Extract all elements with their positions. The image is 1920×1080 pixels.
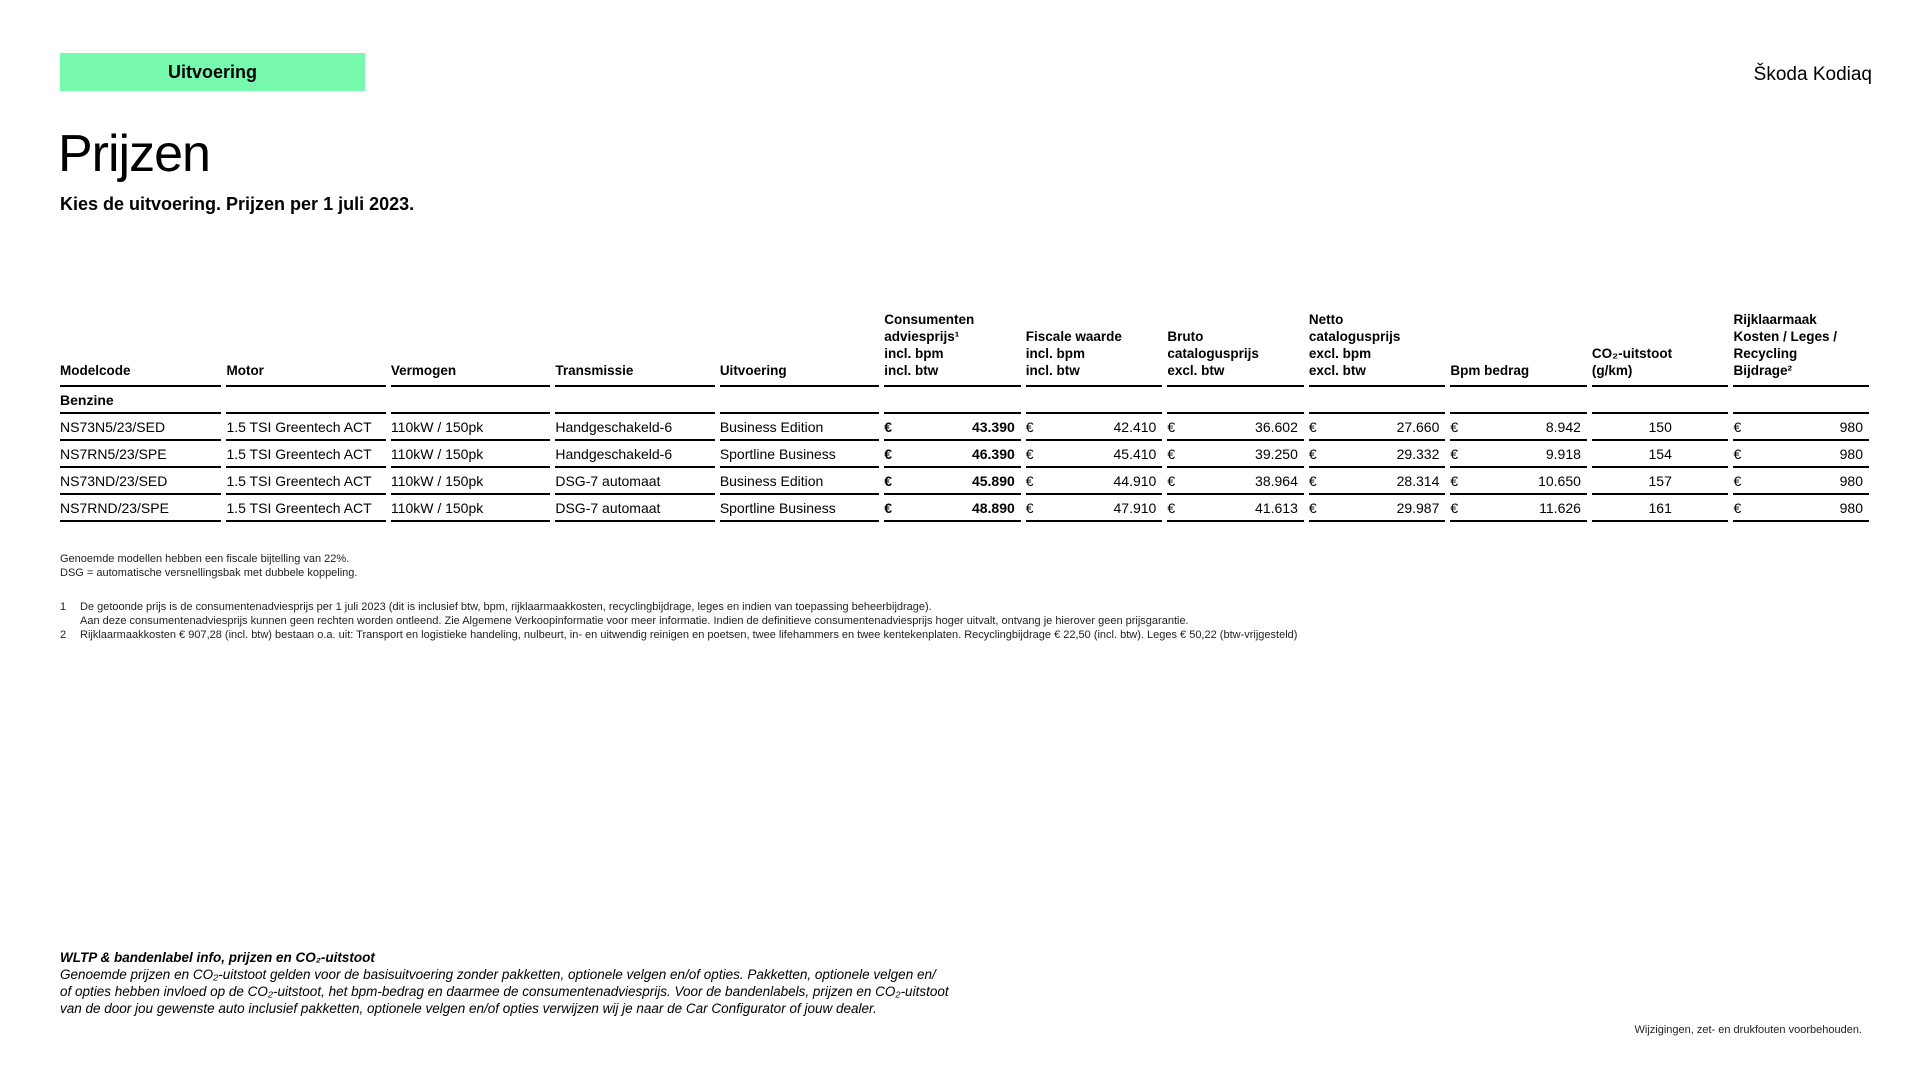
footnote: 2 Rijklaarmaakkosten € 907,28 (incl. btw) bestaan o.a. uit: Transport en logistieke handeling, nulbeurt, in- en uitwendig reinigen en poetsen, twee lifehammers en twee kentekenplaten. Recyclingbijdrage € 22,50 (incl. btw). Leges € 50,22 (btw-vrijgesteld) (60, 629, 1298, 641)
table-cell: 1.5 TSI Greentech ACT (226, 495, 385, 522)
table-cell: 157 (1592, 468, 1729, 495)
table-cell: NS7RN5/23/SPE (60, 441, 221, 468)
price-cell: € 10.650 (1450, 468, 1587, 495)
table-row (60, 441, 1869, 468)
column-header: Bruto cataloguspriјs excl. btw (1167, 312, 1304, 387)
wltp-line: of opties hebben invloed op de CO₂-uitstoot, het bpm-bedrag en daarmee de consumentenadviesprijs. Voor de bandenlabels, prijzen en CO₂-uitstoot (60, 984, 949, 999)
price-cell: € 39.250 (1167, 441, 1304, 468)
column-header: Uitvoering (720, 312, 879, 387)
column-header: Transmissie (555, 312, 714, 387)
table-cell: NS73ND/23/SED (60, 468, 221, 495)
table-cell: Handgeschakeld-6 (555, 441, 714, 468)
table-cell: 154 (1592, 441, 1729, 468)
table-cell: Handgeschakeld-6 (555, 414, 714, 441)
table-cell: Sportline Business (720, 441, 879, 468)
price-table (60, 312, 1869, 522)
page-title: Prijzen (58, 125, 210, 183)
table-cell: Business Edition (720, 468, 879, 495)
price-cell: € 980 (1733, 441, 1869, 468)
column-header: Modelcode (60, 312, 221, 387)
column-header: Vermogen (391, 312, 550, 387)
price-cell: € 45.890 (884, 468, 1021, 495)
column-header: Consumenten adviesprijs¹ incl. bpm incl. btw (884, 312, 1021, 387)
price-cell: € 8.942 (1450, 414, 1587, 441)
note: Genoemde modellen hebben een fiscale bijtelling van 22%. (60, 553, 350, 565)
table-cell: 110kW / 150pk (391, 441, 550, 468)
wltp-line: van de door jou gewenste auto inclusief pakketten, optionele velgen en/of opties verwijzen wij je naar de Car Configurator of jouw dealer. (60, 1001, 877, 1016)
brand-name: Škoda Kodiaq (1753, 64, 1872, 85)
price-cell: € 27.660 (1309, 414, 1446, 441)
price-cell: € 42.410 (1026, 414, 1163, 441)
table-cell: 110kW / 150pk (391, 468, 550, 495)
table-row (60, 468, 1869, 495)
table-cell: Sportline Business (720, 495, 879, 522)
table-header (60, 312, 1869, 387)
price-cell: € 980 (1733, 495, 1869, 522)
price-cell: € 980 (1733, 414, 1869, 441)
column-header: CO₂-uitstoot (g/km) (1592, 312, 1729, 387)
price-cell: € 980 (1733, 468, 1869, 495)
wltp-info (60, 949, 1000, 1017)
table-cell: 161 (1592, 495, 1729, 522)
price-cell: € 46.390 (884, 441, 1021, 468)
table-cell: Business Edition (720, 414, 879, 441)
column-header: Bpm bedrag (1450, 312, 1587, 387)
footnote: 1 De getoonde prijs is de consumentenadviesprijs per 1 juli 2023 (dit is inclusief btw, bpm, rijklaarmaakkosten, recyclingbijdrage, leges en indien van toepassing beheerbijdrage). (60, 601, 932, 613)
footnotes (60, 600, 1297, 642)
footnote: Aan deze consumentenadviesprijs kunnen geen rechten worden ontleend. Zie Algemene Verkoopinformatie voor meer informatie. Indien de definitieve consumentenadviesprijs hoger uitvalt, ontvang je hierover geen prijsgarantie. (80, 615, 1189, 627)
table-cell: NS7RND/23/SPE (60, 495, 221, 522)
price-cell: € 45.410 (1026, 441, 1163, 468)
column-header: Rijklaarmaak Kosten / Leges / Recycling Bijdrage² (1733, 312, 1869, 387)
table-cell: 1.5 TSI Greentech ACT (226, 414, 385, 441)
price-cell: € 48.890 (884, 495, 1021, 522)
page-subtitle: Kies de uitvoering. Prijzen per 1 juli 2023. (60, 194, 415, 214)
table-cell: 150 (1592, 414, 1729, 441)
section-label: Benzine (60, 387, 221, 414)
table-cell: 110kW / 150pk (391, 414, 550, 441)
wltp-title: WLTP & bandenlabel info, prijzen en CO₂-uitstoot (60, 950, 375, 965)
table-cell: DSG-7 automaat (555, 468, 714, 495)
price-cell: € 47.910 (1026, 495, 1163, 522)
disclaimer: Wijzigingen, zet- en drukfouten voorbehouden. (1634, 1024, 1862, 1036)
table-cell: 1.5 TSI Greentech ACT (226, 468, 385, 495)
price-cell: € 29.332 (1309, 441, 1446, 468)
price-cell: € 28.314 (1309, 468, 1446, 495)
price-cell: € 43.390 (884, 414, 1021, 441)
table-cell: DSG-7 automaat (555, 495, 714, 522)
table-row (60, 495, 1869, 522)
table-section-row (60, 387, 1869, 414)
price-cell: € 9.918 (1450, 441, 1587, 468)
price-cell: € 11.626 (1450, 495, 1587, 522)
notes (60, 552, 357, 580)
wltp-line: Genoemde prijzen en CO₂-uitstoot gelden voor de basisuitvoering zonder pakketten, optionele velgen en/of opties. Pakketten, optionele velgen en/ (60, 967, 936, 982)
price-cell: € 29.987 (1309, 495, 1446, 522)
column-header: Motor (226, 312, 385, 387)
table-row (60, 414, 1869, 441)
price-cell: € 38.964 (1167, 468, 1304, 495)
table-cell: 1.5 TSI Greentech ACT (226, 441, 385, 468)
price-cell: € 44.910 (1026, 468, 1163, 495)
price-cell: € 41.613 (1167, 495, 1304, 522)
column-header: Fiscale waarde incl. bpm incl. btw (1026, 312, 1163, 387)
section-tag: Uitvoering (60, 53, 365, 91)
note: DSG = automatische versnellingsbak met dubbele koppeling. (60, 567, 358, 579)
table-cell: NS73N5/23/SED (60, 414, 221, 441)
price-cell: € 36.602 (1167, 414, 1304, 441)
column-header: Netto cataloguspriјs excl. bpm excl. btw (1309, 312, 1446, 387)
table-cell: 110kW / 150pk (391, 495, 550, 522)
